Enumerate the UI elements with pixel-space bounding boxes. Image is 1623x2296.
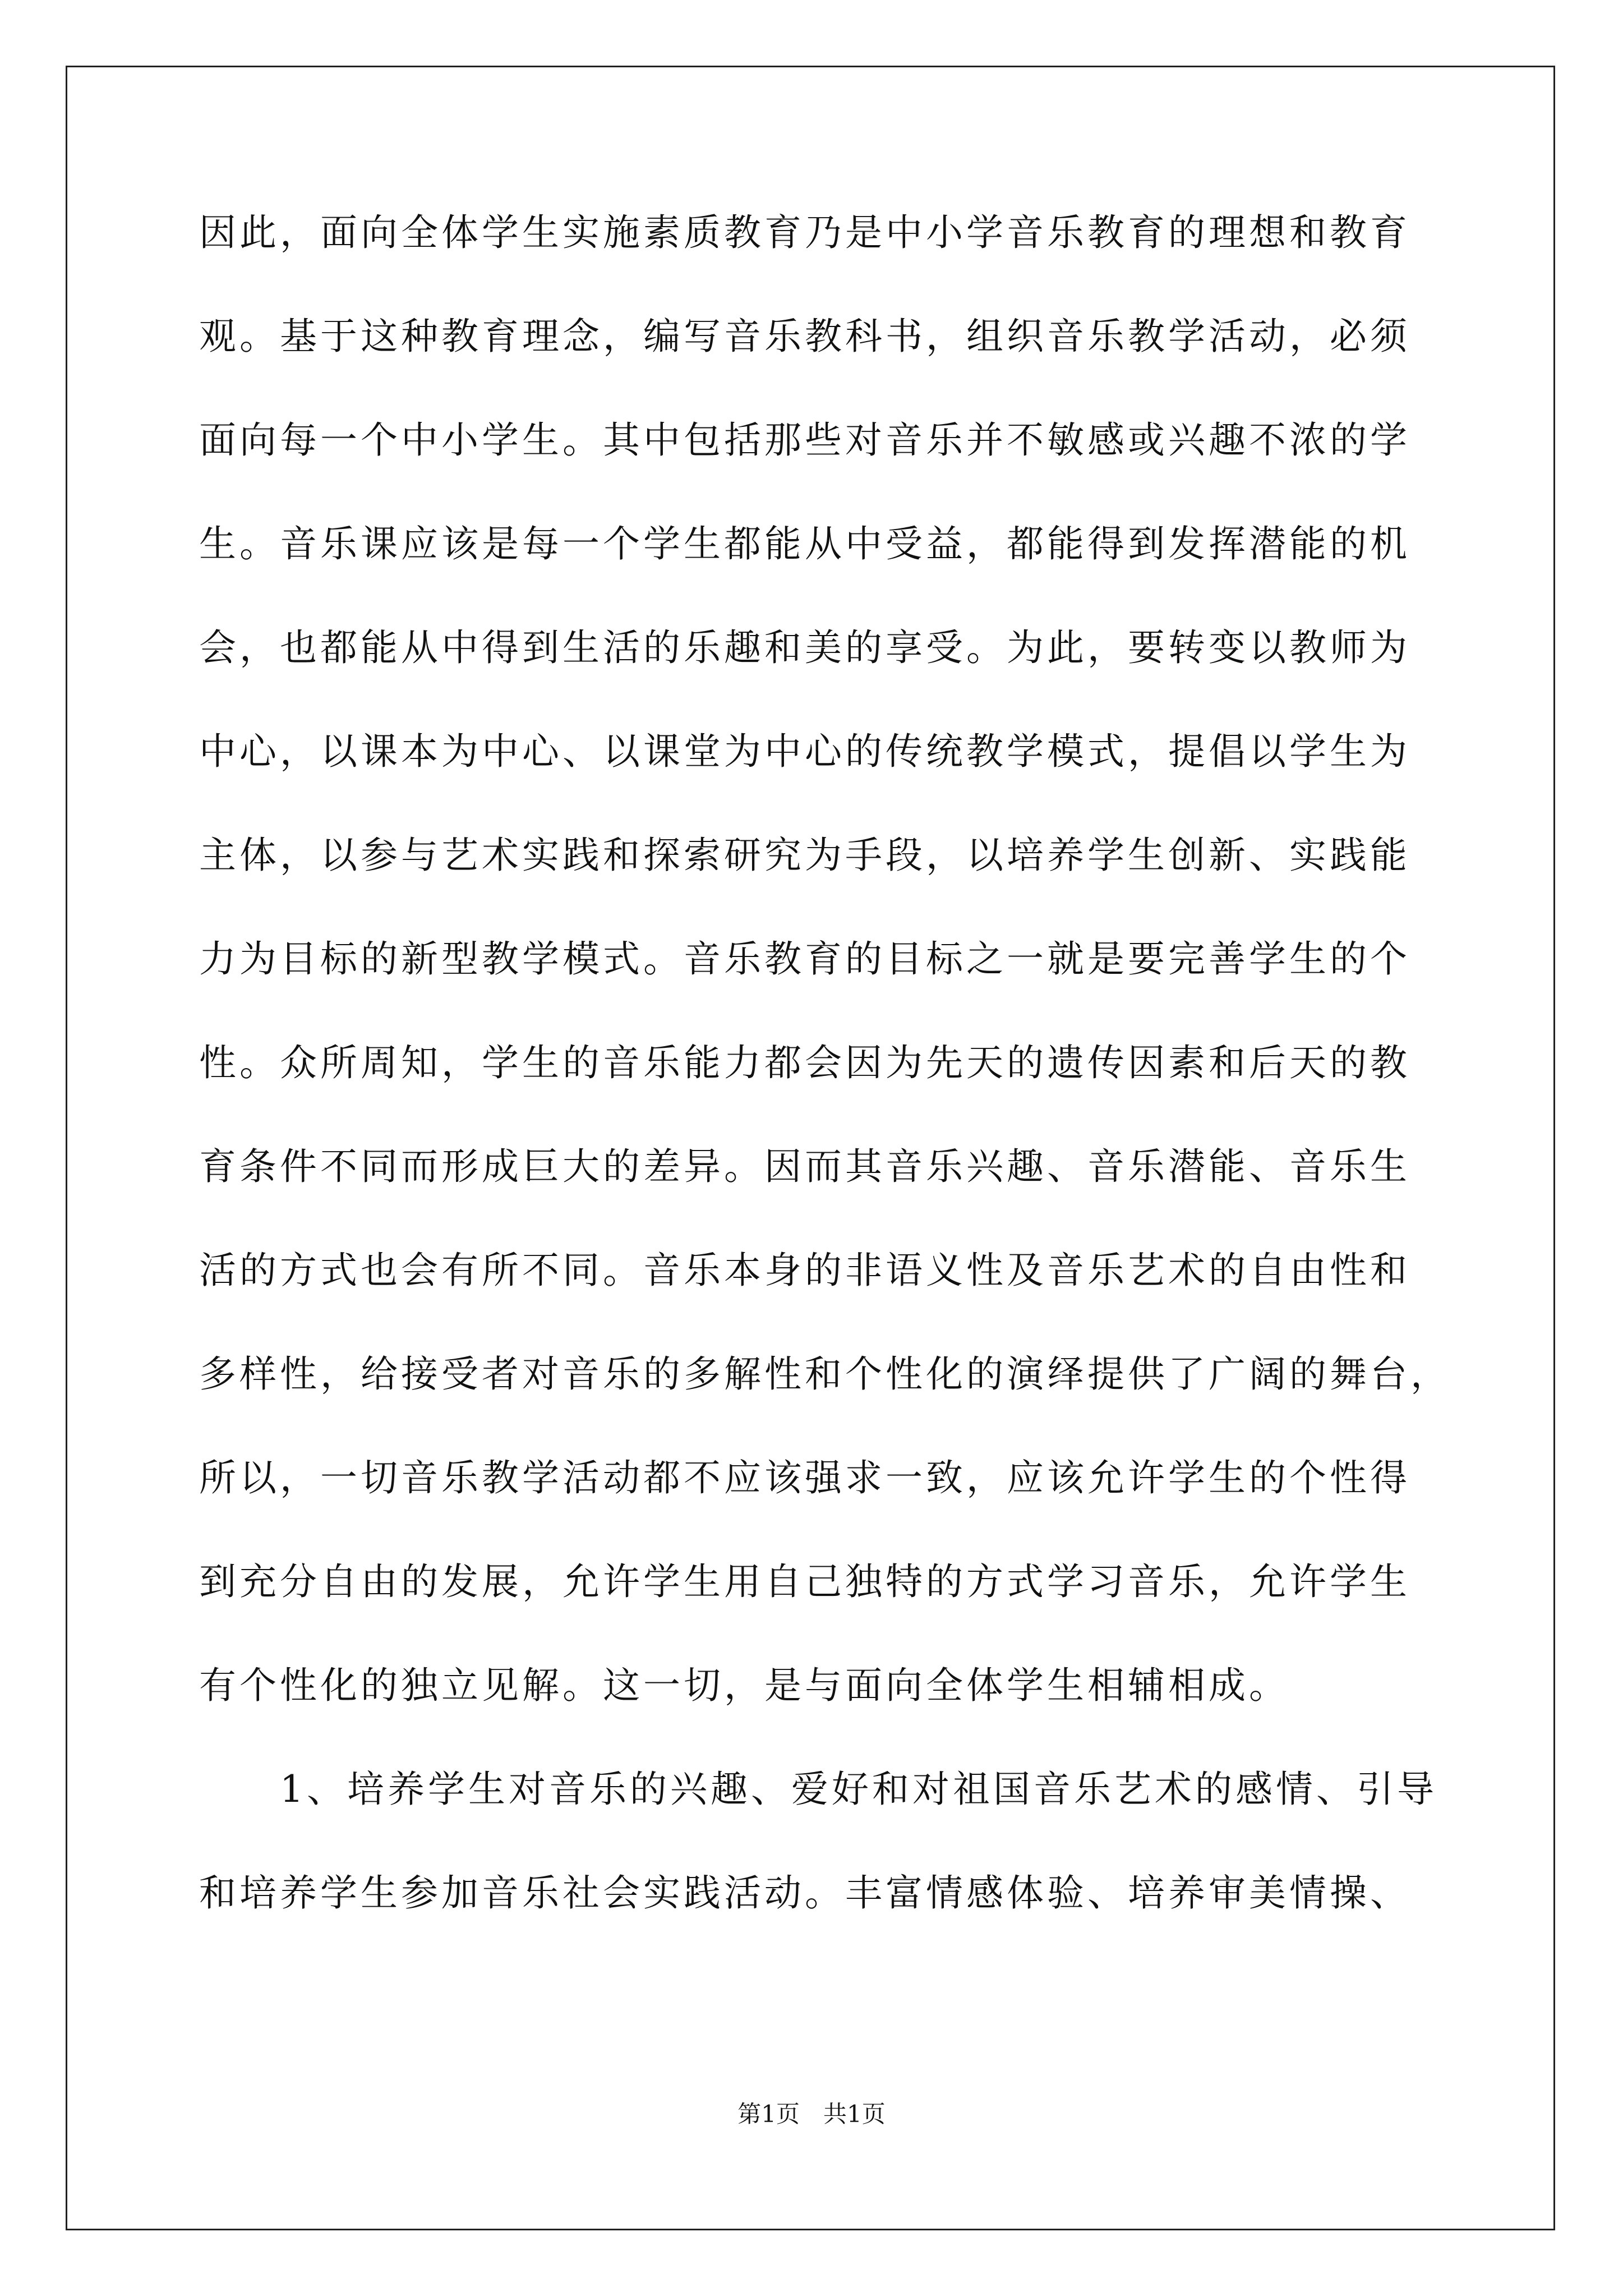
text-line: 力为目标的新型教学模式。音乐教育的目标之一就是要完善学生的个 [199, 937, 1410, 981]
text-line: 1、培养学生对音乐的兴趣、爱好和对祖国音乐艺术的感情、引导 [199, 1768, 1437, 1811]
text-line: 会，也都能从中得到生活的乐趣和美的享受。为此，要转变以教师为 [199, 626, 1410, 669]
text-line: 和培养学生参加音乐社会实践活动。丰富情感体验、培养审美情操、 [199, 1871, 1410, 1915]
text-line: 到充分自由的发展，允许学生用自己独特的方式学习音乐，允许学生 [199, 1560, 1410, 1603]
text-line: 主体，以参与艺术实践和探索研究为手段，以培养学生创新、实践能 [199, 834, 1410, 877]
page-number-footer: 第1页 共1页 [737, 2100, 886, 2128]
text-line: 因此，面向全体学生实施素质教育乃是中小学音乐教育的理想和教育 [199, 211, 1410, 254]
text-line: 有个性化的独立见解。这一切，是与面向全体学生相辅相成。 [199, 1664, 1289, 1707]
text-line: 性。众所周知，学生的音乐能力都会因为先天的遗传因素和后天的教 [199, 1041, 1410, 1084]
text-line: 活的方式也会有所不同。音乐本身的非语义性及音乐艺术的自由性和 [199, 1249, 1410, 1292]
body-text [199, 211, 1451, 1978]
text-line: 育条件不同而形成巨大的差异。因而其音乐兴趣、音乐潜能、音乐生 [199, 1145, 1410, 1188]
text-line: 面向每一个中小学生。其中包括那些对音乐并不敏感或兴趣不浓的学 [199, 418, 1410, 462]
text-line: 多样性，给接受者对音乐的多解性和个性化的演绎提供了广阔的舞台， [199, 1352, 1451, 1396]
text-line: 观。基于这种教育理念，编写音乐教科书，组织音乐教学活动，必须 [199, 315, 1410, 358]
text-line: 中心，以课本为中心、以课堂为中心的传统教学模式，提倡以学生为 [199, 730, 1410, 773]
text-line: 所以，一切音乐教学活动都不应该强求一致，应该允许学生的个性得 [199, 1456, 1410, 1499]
text-line: 生。音乐课应该是每一个学生都能从中受益，都能得到发挥潜能的机 [199, 522, 1410, 565]
